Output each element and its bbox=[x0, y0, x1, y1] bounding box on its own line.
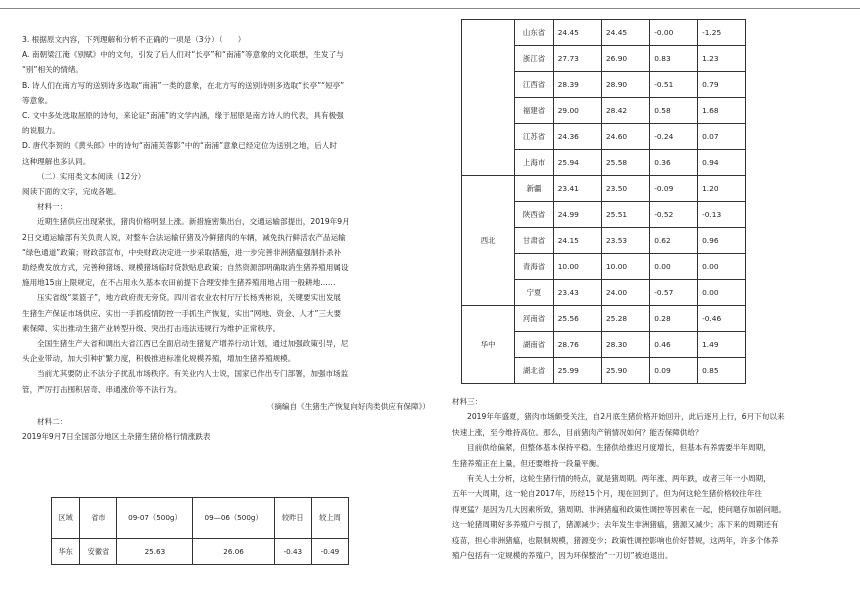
value-cell: -0.00 bbox=[650, 20, 698, 46]
value-cell: 25.94 bbox=[553, 150, 601, 176]
material-3-line: 这一轮猪周期好多养殖户亏损了，猪源减少；去年发生非洲猪瘟，猪源又减少；冻下来的周期还有 bbox=[452, 520, 779, 530]
material-3-line: 有关人士分析，这轮生猪行情的特点，就是猪周期。两年涨、两年跌，或者三年一小周期， bbox=[467, 474, 771, 484]
value-cell: 0.00 bbox=[698, 280, 746, 306]
province-cell: 福建省 bbox=[515, 98, 553, 124]
value-cell: 27.73 bbox=[553, 46, 601, 72]
material-1-line: “绿色通道”政策；财政部宣布，中央财政决定进一步采取措施，进一步完善非洲猪瘟强制扑杀补 bbox=[22, 247, 342, 257]
value-cell: 24.45 bbox=[553, 20, 601, 46]
table-header-cell: 09—06（500g） bbox=[193, 498, 274, 539]
value-cell: 0.83 bbox=[650, 46, 698, 72]
material-2-caption: 2019年9月7日全国部分地区土杂猪生猪价格行情涨跌表 bbox=[22, 432, 211, 442]
option-a-line-2: “别”相关的情绪。 bbox=[22, 65, 84, 75]
value-cell: 25.51 bbox=[601, 202, 649, 228]
table-header-cell: 09-07（500g） bbox=[117, 498, 193, 539]
value-cell: 25.90 bbox=[601, 358, 649, 384]
material-3-line: 五年一大周期，这一轮自2017年，历经15个月，现在回到了。但为何这轮生猪价格较往年往 bbox=[452, 489, 762, 499]
material-1-line: 助经费发放方式，完善种猪场、规模猪场临时贷款贴息政策；自然资源部明确取消生猪养殖用属设 bbox=[22, 263, 349, 273]
material-3-line: 2019年年盛夏，猪肉市场颇受关注，自2月底生猪价格开始回升，此后逐月上行，6月下旬以来 bbox=[467, 412, 785, 422]
region-cell: 西北 bbox=[462, 176, 515, 306]
value-cell: 0.00 bbox=[650, 254, 698, 280]
value-cell: 0.07 bbox=[698, 124, 746, 150]
instruction: 阅读下面的文字，完成各题。 bbox=[22, 187, 121, 197]
material-1-source: （摘编自《生猪生产恢复向好肉类供应有保障》） bbox=[266, 401, 430, 411]
table-cell: 安徽省 bbox=[80, 539, 117, 565]
material-3-line: 目前供给偏紧，但整体基本保持平稳。生猪供给推迟月度增长，但基本有养需要半年周期， bbox=[467, 443, 771, 453]
material-2-label: 材料二： bbox=[37, 417, 68, 427]
material-1-line: 头企业带动，加大引种扩繁力度，积极推进标准化规模养殖，增加生猪养殖规模。 bbox=[22, 354, 296, 364]
region-cell: 华中 bbox=[462, 306, 515, 384]
table-header-cell: 省市 bbox=[80, 498, 117, 539]
province-cell: 浙江省 bbox=[515, 46, 553, 72]
table-header-cell: 区域 bbox=[52, 498, 80, 539]
table-cell: 26.06 bbox=[193, 539, 274, 565]
question-3-stem: 3. 根据原文内容，下列理解和分析不正确的一项是（3分）（ ） bbox=[22, 35, 246, 44]
value-cell: 0.62 bbox=[650, 228, 698, 254]
value-cell: -0.52 bbox=[650, 202, 698, 228]
value-cell: 25.58 bbox=[601, 150, 649, 176]
table-cell: 25.63 bbox=[117, 539, 193, 565]
material-1-line: 管，严厉打击囤积居奇、串通涨价等不法行为。 bbox=[22, 384, 182, 394]
province-cell: 甘肃省 bbox=[515, 228, 553, 254]
value-cell: 1.23 bbox=[698, 46, 746, 72]
value-cell: 0.85 bbox=[698, 358, 746, 384]
table-header-row bbox=[52, 498, 349, 539]
material-1-line: 当前尤其要防止不法分子扰乱市场秩序。有关业内人士说，国家已作出专门部署，加强市场监 bbox=[37, 369, 349, 379]
value-cell: 0.00 bbox=[698, 254, 746, 280]
value-cell: 0.79 bbox=[698, 72, 746, 98]
option-b-line-1: B. 诗人们在南方写的送别诗多选取“南浦”一类的意象，在北方写的送别诗则多选取“长亭”“短亭” bbox=[22, 80, 345, 90]
section-heading: （二）实用类文本阅读（12分） bbox=[37, 171, 146, 181]
option-d-line-1: D. 唐代李贺的《黄头郎》中的诗句“南浦芙蓉影”中的“南浦”意象已经定位为送别之地，后人时 bbox=[22, 141, 337, 151]
material-3-line: 快速上涨，至今维持高位。那么，目前猪肉产销情况如何？能否保障供给？ bbox=[452, 427, 703, 437]
value-cell: -1.25 bbox=[698, 20, 746, 46]
price-table-part-1 bbox=[51, 497, 349, 565]
value-cell: 29.00 bbox=[553, 98, 601, 124]
value-cell: -0.24 bbox=[650, 124, 698, 150]
value-cell: 23.50 bbox=[601, 176, 649, 202]
province-cell: 宁夏 bbox=[515, 280, 553, 306]
material-3-line: 生猪养殖正在上量，但还要维持一段量平衡。 bbox=[452, 458, 604, 468]
value-cell: 28.42 bbox=[601, 98, 649, 124]
material-1-line: 2日交通运输部有关负责人说，对整车合法运输仔猪及冷鲜猪肉的车辆，减免执行鲜活农产品运输 bbox=[22, 232, 346, 242]
value-cell: 23.53 bbox=[601, 228, 649, 254]
material-3-line: 得更猛？是因为几大因素所致，猪周期、非洲猪瘟和政策性调控等因素在一起，使问题存加剧问题。 bbox=[452, 504, 787, 514]
province-cell: 山东省 bbox=[515, 20, 553, 46]
value-cell: 28.76 bbox=[553, 332, 601, 358]
value-cell: 24.60 bbox=[601, 124, 649, 150]
table-cell: -0.49 bbox=[311, 539, 348, 565]
material-1-line: 施用地15亩上限规定，在不占用永久基本农田前提下合理安排生猪养殖用地占用一般耕地…… bbox=[22, 278, 336, 288]
value-cell: 28.39 bbox=[553, 72, 601, 98]
material-1-line: 压实省级“菜篮子”，地方政府责无旁贷。四川省农业农村厅厅长杨秀彬说，关键要实出发展 bbox=[37, 293, 342, 303]
value-cell: 25.99 bbox=[553, 358, 601, 384]
province-cell: 陕西省 bbox=[515, 202, 553, 228]
option-b-line-2: 等意象。 bbox=[22, 95, 53, 105]
value-cell: 24.36 bbox=[553, 124, 601, 150]
value-cell: 24.15 bbox=[553, 228, 601, 254]
material-1-line: 近期生猪供应出现紧张，猪肉价格明显上涨。新措施密集出台，交通运输部提出，2019年9月 bbox=[37, 217, 350, 227]
value-cell: 1.68 bbox=[698, 98, 746, 124]
material-1-line: 生猪生产保证市场供应、实出一手抓疫情防控一手抓生产恢复，实出“网地、资金、人才”三大要 bbox=[22, 308, 342, 318]
province-cell: 新疆 bbox=[515, 176, 553, 202]
table-row bbox=[462, 20, 746, 46]
value-cell: 1.49 bbox=[698, 332, 746, 358]
material-3-label: 材料三： bbox=[452, 397, 483, 406]
material-1-line: 素保障、实出推动生猪产业转型升级、突出打击违法违规行为维护正常秩序。 bbox=[22, 323, 281, 333]
price-table-part-2 bbox=[461, 19, 746, 384]
province-cell: 湖南省 bbox=[515, 332, 553, 358]
material-3-line: 殖户包括有一定规模的养殖户，因为环保整治“一刀切”被迫退出。 bbox=[452, 551, 673, 561]
table-row bbox=[462, 306, 746, 332]
value-cell: 10.00 bbox=[553, 254, 601, 280]
value-cell: 28.90 bbox=[601, 72, 649, 98]
value-cell: -0.09 bbox=[650, 176, 698, 202]
value-cell: 0.46 bbox=[650, 332, 698, 358]
region-cell bbox=[462, 20, 515, 176]
province-cell: 湖北省 bbox=[515, 358, 553, 384]
value-cell: 0.94 bbox=[698, 150, 746, 176]
value-cell: 10.00 bbox=[601, 254, 649, 280]
value-cell: -0.46 bbox=[698, 306, 746, 332]
value-cell: 24.00 bbox=[601, 280, 649, 306]
value-cell: 24.99 bbox=[553, 202, 601, 228]
value-cell: 0.58 bbox=[650, 98, 698, 124]
value-cell: 23.41 bbox=[553, 176, 601, 202]
value-cell: 24.45 bbox=[601, 20, 649, 46]
table-row bbox=[462, 176, 746, 202]
option-a-line-1: A. 南朝梁江淹《别赋》中的文句，引发了后人们对“长亭”和“南浦”等意象的文化联想，生发了与 bbox=[22, 50, 344, 60]
value-cell: 0.09 bbox=[650, 358, 698, 384]
value-cell: 0.36 bbox=[650, 150, 698, 176]
table-header-cell: 较上周 bbox=[311, 498, 348, 539]
value-cell: 25.56 bbox=[553, 306, 601, 332]
value-cell: 1.20 bbox=[698, 176, 746, 202]
province-cell: 江苏省 bbox=[515, 124, 553, 150]
value-cell: 26.90 bbox=[601, 46, 649, 72]
province-cell: 河南省 bbox=[515, 306, 553, 332]
material-3 bbox=[452, 394, 847, 563]
table-cell: -0.43 bbox=[274, 539, 311, 565]
value-cell: 25.28 bbox=[601, 306, 649, 332]
material-3-line: 疫苗，担心非洲猪瘟，也限制规模，猪源变少；政策性调控影响也价好替规，这两年，许多个体养 bbox=[452, 535, 779, 545]
table-cell: 华东 bbox=[52, 539, 80, 565]
value-cell: -0.13 bbox=[698, 202, 746, 228]
material-1-label: 材料一： bbox=[37, 202, 68, 212]
value-cell: -0.57 bbox=[650, 280, 698, 306]
value-cell: 28.30 bbox=[601, 332, 649, 358]
material-1-line: 全国生猪生产大省和调出大省江西已全面启动生猪复产增养行动计划，通过加强政策引导，尼 bbox=[37, 339, 349, 349]
table-header-cell: 较昨日 bbox=[274, 498, 311, 539]
left-column bbox=[22, 32, 430, 444]
option-c-line-1: C. 文中多处选取屈原的诗句，来论证“南浦”的文学内涵，缘于屈原是南方诗人的代表，具有极强 bbox=[22, 111, 344, 121]
province-cell: 江西省 bbox=[515, 72, 553, 98]
option-c-line-2: 的说服力。 bbox=[22, 126, 60, 136]
option-d-line-2: 这种理解也多认同。 bbox=[22, 156, 91, 166]
province-cell: 上海市 bbox=[515, 150, 553, 176]
value-cell: -0.51 bbox=[650, 72, 698, 98]
value-cell: 0.96 bbox=[698, 228, 746, 254]
value-cell: 0.28 bbox=[650, 306, 698, 332]
value-cell: 23.43 bbox=[553, 280, 601, 306]
province-cell: 青海省 bbox=[515, 254, 553, 280]
table-row bbox=[52, 539, 349, 565]
